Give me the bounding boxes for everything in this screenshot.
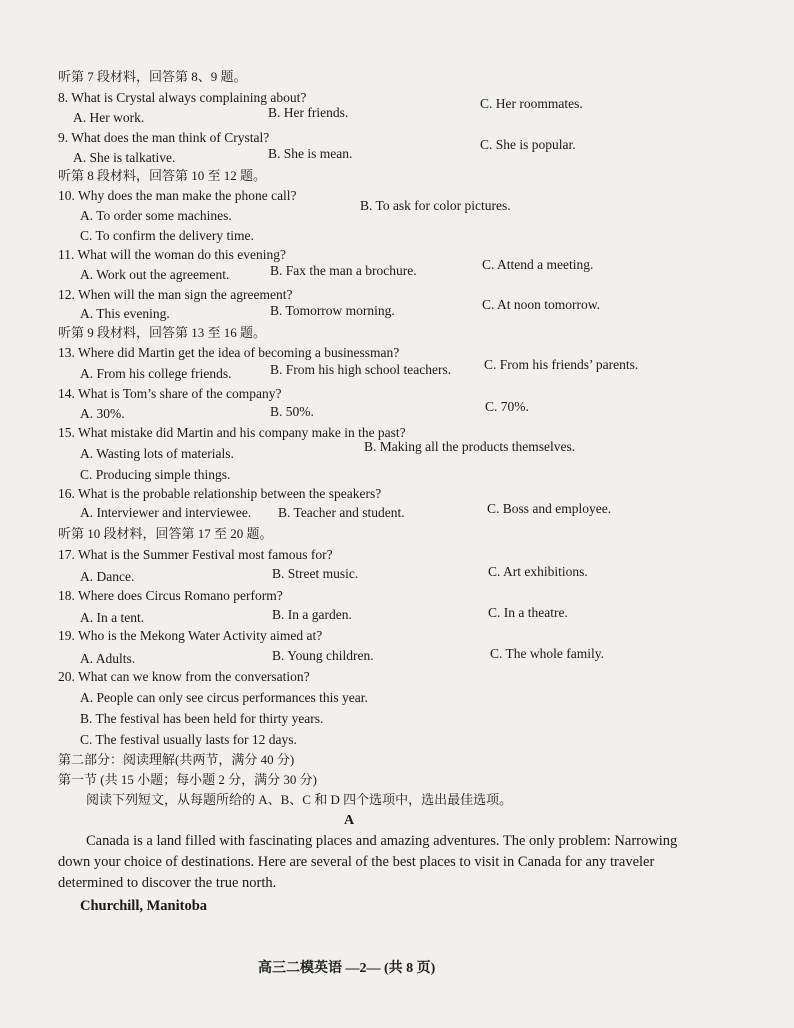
- option-b: B. In a garden.: [272, 607, 352, 622]
- option-c: C. Her roommates.: [480, 96, 583, 111]
- question-stem: 15. What mistake did Martin and his company make in the past?: [58, 425, 406, 440]
- option-a: A. To order some machines.: [80, 208, 232, 223]
- option-a: A. This evening.: [80, 306, 170, 321]
- option-c: C. To confirm the delivery time.: [80, 228, 254, 243]
- option-b: B. Teacher and student.: [278, 505, 405, 520]
- question-stem: 12. When will the man sign the agreement?: [58, 287, 293, 302]
- question-stem: 13. Where did Martin get the idea of becoming a businessman?: [58, 345, 400, 360]
- option-a: A. People can only see circus performances this year.: [80, 690, 368, 705]
- option-a: A. 30%.: [80, 406, 125, 421]
- page-footer: 高三二模英语 —2— (共 8 页): [258, 961, 436, 976]
- option-c: C. In a theatre.: [488, 605, 568, 620]
- paragraph-line: Canada is a land filled with fascinating places and amazing adventures. The only problem: Narrowing: [86, 833, 678, 849]
- passage-label: A: [344, 813, 355, 828]
- option-b: B. 50%.: [270, 404, 314, 419]
- option-a: A. She is talkative.: [73, 150, 176, 165]
- option-a: A. From his college friends.: [80, 366, 232, 381]
- option-b: B. She is mean.: [268, 146, 353, 161]
- option-b: B. The festival has been held for thirty years.: [80, 711, 324, 726]
- option-b: B. Young children.: [272, 648, 374, 663]
- question-stem: 9. What does the man think of Crystal?: [58, 130, 270, 145]
- part-header: 第二部分：阅读理解(共两节，满分 40 分): [58, 752, 295, 767]
- option-a: A. Dance.: [80, 569, 135, 584]
- option-c: C. From his friends’ parents.: [484, 357, 639, 372]
- option-c: C. Art exhibitions.: [488, 564, 588, 579]
- option-c: C. Producing simple things.: [80, 467, 231, 482]
- question-stem: 18. Where does Circus Romano perform?: [58, 588, 283, 603]
- question-stem: 10. Why does the man make the phone call?: [58, 188, 297, 203]
- instructions: 阅读下列短文，从每题所给的 A、B、C 和 D 四个选项中，选出最佳选项。: [86, 792, 513, 807]
- option-b: B. Her friends.: [268, 105, 349, 120]
- option-a: A. Interviewer and interviewee.: [80, 505, 252, 520]
- option-c: C. The festival usually lasts for 12 days.: [80, 732, 297, 747]
- question-stem: 14. What is Tom’s share of the company?: [58, 386, 282, 401]
- option-b: B. Fax the man a brochure.: [270, 263, 417, 278]
- option-b: B. To ask for color pictures.: [360, 198, 511, 213]
- option-b: B. Making all the products themselves.: [364, 439, 576, 454]
- option-a: A. Wasting lots of materials.: [80, 446, 234, 461]
- subheading: Churchill, Manitoba: [80, 898, 208, 914]
- paragraph-line: determined to discover the true north.: [58, 875, 277, 891]
- question-stem: 19. Who is the Mekong Water Activity aimed at?: [58, 628, 323, 643]
- section-header: 听第 7 段材料，回答第 8、9 题。: [58, 69, 247, 84]
- option-a: A. Work out the agreement.: [80, 267, 230, 282]
- option-b: B. Tomorrow morning.: [270, 303, 395, 318]
- question-stem: 17. What is the Summer Festival most famous for?: [58, 547, 333, 562]
- option-a: A. Her work.: [73, 110, 145, 125]
- paragraph-line: down your choice of destinations. Here are several of the best places to visit in Canada for any traveler: [58, 854, 655, 870]
- option-b: B. Street music.: [272, 566, 359, 581]
- question-stem: 20. What can we know from the conversation?: [58, 669, 310, 684]
- option-b: B. From his high school teachers.: [270, 362, 452, 377]
- question-stem: 11. What will the woman do this evening?: [58, 247, 286, 262]
- option-c: C. The whole family.: [490, 646, 604, 661]
- section-header: 听第 8 段材料，回答第 10 至 12 题。: [58, 168, 267, 183]
- question-stem: 8. What is Crystal always complaining about?: [58, 90, 307, 105]
- option-a: A. In a tent.: [80, 610, 145, 625]
- section-header: 听第 9 段材料，回答第 13 至 16 题。: [58, 325, 267, 340]
- option-c: C. At noon tomorrow.: [482, 297, 600, 312]
- section-header: 第一节 (共 15 小题；每小题 2 分，满分 30 分): [58, 772, 317, 787]
- question-stem: 16. What is the probable relationship between the speakers?: [58, 486, 382, 501]
- section-header: 听第 10 段材料，回答第 17 至 20 题。: [58, 526, 273, 541]
- option-a: A. Adults.: [80, 651, 136, 666]
- option-c: C. Attend a meeting.: [482, 257, 594, 272]
- option-c: C. 70%.: [485, 399, 529, 414]
- option-c: C. Boss and employee.: [487, 501, 612, 516]
- option-c: C. She is popular.: [480, 137, 576, 152]
